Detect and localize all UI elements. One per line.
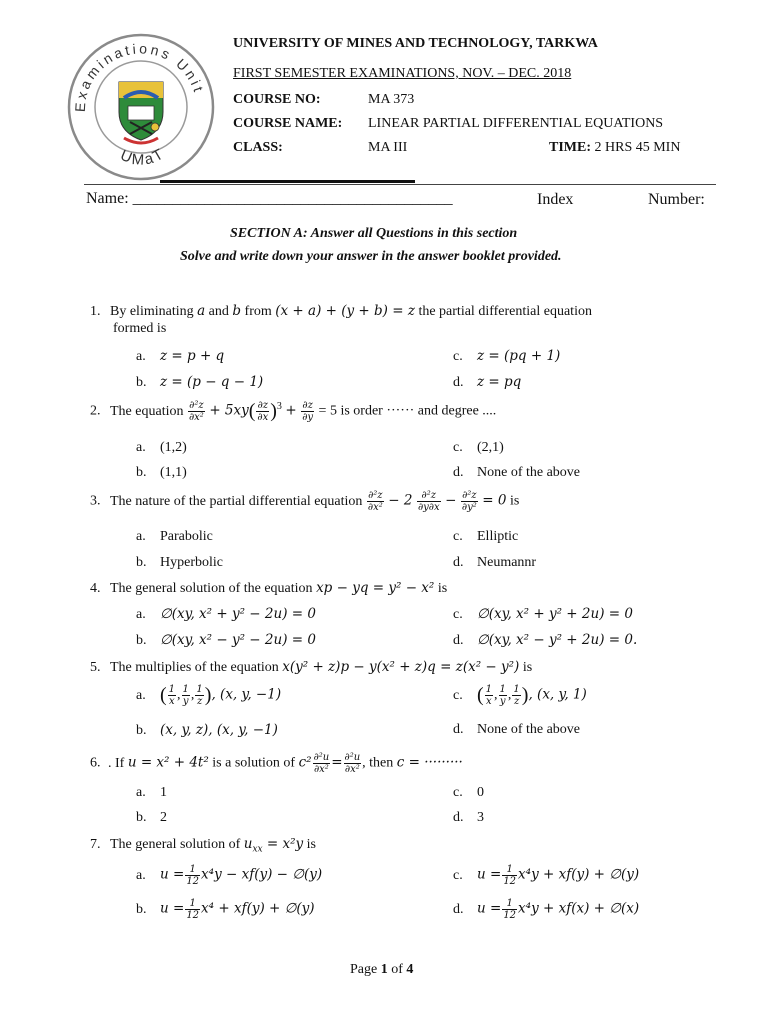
option-6a[interactable]: a. 1 <box>136 785 167 800</box>
header-rule-thick <box>160 180 415 183</box>
option-6b[interactable]: b. 2 <box>136 810 167 825</box>
question-7: 7. The general solution of $u_{xx} = x^2y$ is <box>90 836 316 855</box>
option-4a[interactable]: a. ∅(xy, x² + y² − 2u) = 0 <box>136 606 316 622</box>
course-no-value: MA 373 <box>368 92 415 107</box>
option-6d[interactable]: d. 3 <box>453 810 484 825</box>
option-2b[interactable]: b. (1,1) <box>136 465 187 480</box>
question-4: 4. The general solution of the equation xp − yq = y² − x² is <box>90 580 448 596</box>
header-rule <box>84 184 716 185</box>
course-name-label: COURSE NAME: <box>233 116 343 131</box>
option-3c[interactable]: c. Elliptic <box>453 529 519 544</box>
option-2a[interactable]: a. (1,2) <box>136 440 187 455</box>
option-1b[interactable]: b. z = (p − q − 1) <box>136 374 264 390</box>
option-4d[interactable]: d. ∅(xy, x² − y² + 2u) = 0. <box>453 632 638 648</box>
option-5d[interactable]: d. None of the above <box>453 722 581 737</box>
option-1a[interactable]: a. z = p + q <box>136 348 225 364</box>
class-value: MA III <box>368 140 408 155</box>
question-3: 3. The nature of the partial differential equation $\frac{\text{∂²z}}{\text{∂x²}}$ − 2 $\frac{\text{∂²z}}{\partial y\partial x}$ − $\frac{\text{∂²z}}{\text{∂y²}}$ = 0 is <box>90 490 520 513</box>
option-3b[interactable]: b. Hyperbolic <box>136 555 223 570</box>
question-6: 6. . If u = x² + 4t² is a solution of c² $\frac{\text{∂²u}}{\text{∂x²}}$ = $\frac{\text{∂²u}}{\text{∂x²}}$ , then c = ········· <box>90 752 463 775</box>
option-2d[interactable]: d. None of the above <box>453 465 581 480</box>
name-line: ________________________________________ <box>132 190 453 207</box>
question-2: 2. The equation $\frac{\text{∂²z}}{\text{∂x²}}$ + 5xy( $\frac{\partial z}{\partial x}$ )$^3$ + $\frac{\partial z}{\partial y}$ = 5 is order ······ and degree .... <box>90 400 497 423</box>
section-instruction: Solve and write down your answer in the answer booklet provided. <box>180 249 562 264</box>
time-value: 2 HRS 45 MIN <box>594 140 681 155</box>
university-title: UNIVERSITY OF MINES AND TECHNOLOGY, TARKWA <box>233 36 598 51</box>
option-3a[interactable]: a. Parabolic <box>136 529 213 544</box>
index-label: Index <box>537 191 574 208</box>
number-label: Number: <box>648 191 705 208</box>
question-1: 1. By eliminating a and b from (x + a) + (y + b) = z the partial differential equation <box>90 303 592 319</box>
name-field <box>86 190 453 208</box>
option-6c[interactable]: c. 0 <box>453 785 484 800</box>
time-label: TIME: <box>549 140 591 155</box>
university-seal-logo <box>66 32 216 182</box>
exam-title: FIRST SEMESTER EXAMINATIONS, NOV. – DEC. 2018 <box>233 66 572 81</box>
option-2c[interactable]: c. (2,1) <box>453 440 504 455</box>
option-7a[interactable]: a. u = $\frac{1}{12}$ x⁴y − xf(y) − ∅(y) <box>136 864 323 887</box>
option-5a[interactable]: a. ( $\frac{1}{x}$ , $\frac{1}{y}$ , $\frac{1}{z}$ ), (x, y, −1) <box>136 684 282 707</box>
name-label: Name: <box>86 190 129 207</box>
option-7c[interactable]: c. u = $\frac{1}{12}$ x⁴y + xf(y) + ∅(y) <box>453 864 640 887</box>
option-4b[interactable]: b. ∅(xy, x² − y² − 2u) = 0 <box>136 632 316 648</box>
class-label: CLASS: <box>233 140 283 155</box>
option-4c[interactable]: c. ∅(xy, x² + y² + 2u) = 0 <box>453 606 633 622</box>
option-5b[interactable]: b. (x, y, z), (x, y, −1) <box>136 722 278 738</box>
section-title: SECTION A: Answer all Questions in this section <box>230 226 518 241</box>
time-field <box>549 140 680 156</box>
option-7b[interactable]: b. u = $\frac{1}{12}$ x⁴ + xf(y) + ∅(y) <box>136 898 315 921</box>
page-number: Page 1 of 4 <box>350 962 414 977</box>
course-no-label: COURSE NO: <box>233 92 321 107</box>
svg-text:UMaT: UMaT <box>117 145 168 169</box>
option-3d[interactable]: d. Neumannr <box>453 555 537 570</box>
question-1-continued: formed is <box>113 321 167 336</box>
option-1c[interactable]: c. z = (pq + 1) <box>453 348 561 364</box>
option-5c[interactable]: c. ( $\frac{1}{x}$ , $\frac{1}{y}$ , $\frac{1}{z}$ ), (x, y, 1) <box>453 684 587 707</box>
question-5: 5. The multiplies of the equation x(y² + z)p − y(x² + z)q = z(x² − y²) is <box>90 659 533 675</box>
option-1d[interactable]: d. z = pq <box>453 374 522 390</box>
course-name-value: LINEAR PARTIAL DIFFERENTIAL EQUATIONS <box>368 116 664 131</box>
option-7d[interactable]: d. u = $\frac{1}{12}$ x⁴y + xf(x) + ∅(x) <box>453 898 640 921</box>
logo-ring-text: Examinations Unit <box>71 40 208 113</box>
